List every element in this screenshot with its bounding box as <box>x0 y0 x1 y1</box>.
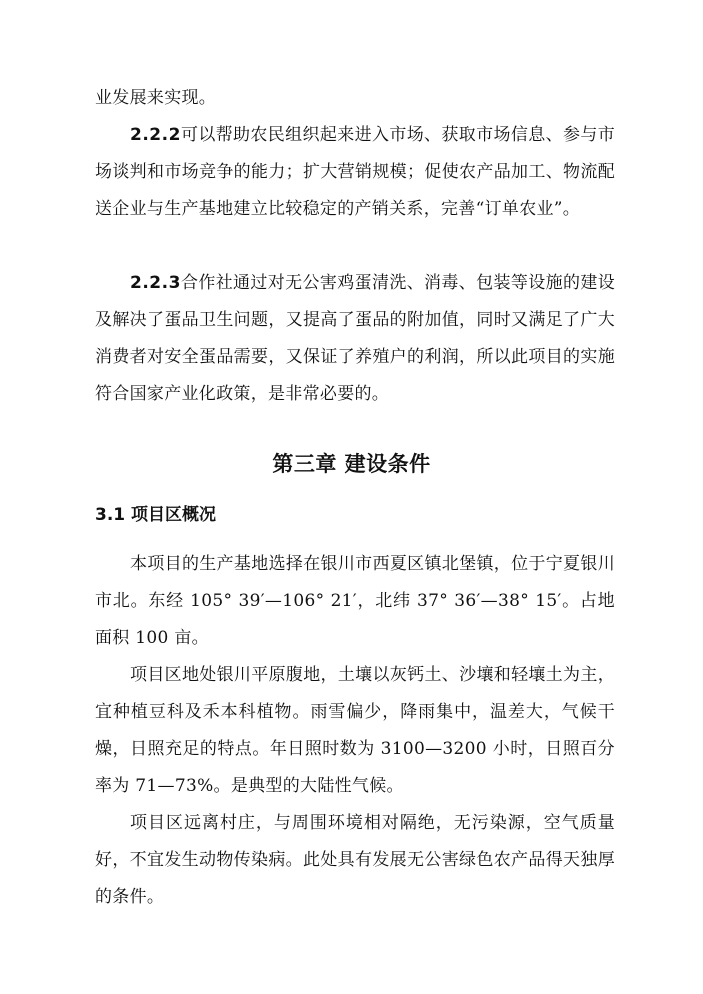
environment-paragraph: 项目区远离村庄，与周围环境相对隔绝，无污染源，空气质量好，不宜发生动物传染病。此处具有发展无公害绿色农产品得天独厚的条件。 <box>95 813 615 907</box>
section-3-1-heading: 3.1 项目区概况 <box>95 505 217 525</box>
item-2-2-3-paragraph <box>95 265 615 413</box>
site-location-paragraph: 本项目的生产基地选择在银川市西夏区镇北堡镇，位于宁夏银川市北。东经 105° 39′—106° 21′，北纬 37° 36′—38° 15′。占地面积 100 亩。 <box>95 554 615 648</box>
item-2-2-2-number: 2.2.2 <box>130 125 181 145</box>
intro-tail-paragraph: 业发展来实现。 <box>95 88 217 108</box>
item-2-2-3-number: 2.2.3 <box>130 273 181 293</box>
climate-paragraph: 项目区地处银川平原腹地，土壤以灰钙土、沙壤和轻壤土为主，宜种植豆科及禾本科植物。雨雪偏少，降雨集中，温差大，气候干燥，日照充足的特点。年日照时数为 3100—3200 小时，日照百分率为 71—73%。是典型的大陆性气候。 <box>95 665 615 796</box>
item-2-2-2-paragraph <box>95 117 615 228</box>
item-2-2-2-text: 可以帮助农民组织起来进入市场、获取市场信息、参与市场谈判和市场竞争的能力；扩大营销规模；促使农产品加工、物流配送企业与生产基地建立比较稳定的产销关系，完善“订单农业”。 <box>95 125 615 219</box>
item-2-2-3-text: 合作社通过对无公害鸡蛋清洗、消毒、包装等设施的建设及解决了蛋品卫生问题，又提高了蛋品的附加值，同时又满足了广大消费者对安全蛋品需要，又保证了养殖户的利润，所以此项目的实施符合国家产业化政策，是非常必要的。 <box>95 273 615 404</box>
chapter-title: 第三章 建设条件 <box>272 452 431 476</box>
